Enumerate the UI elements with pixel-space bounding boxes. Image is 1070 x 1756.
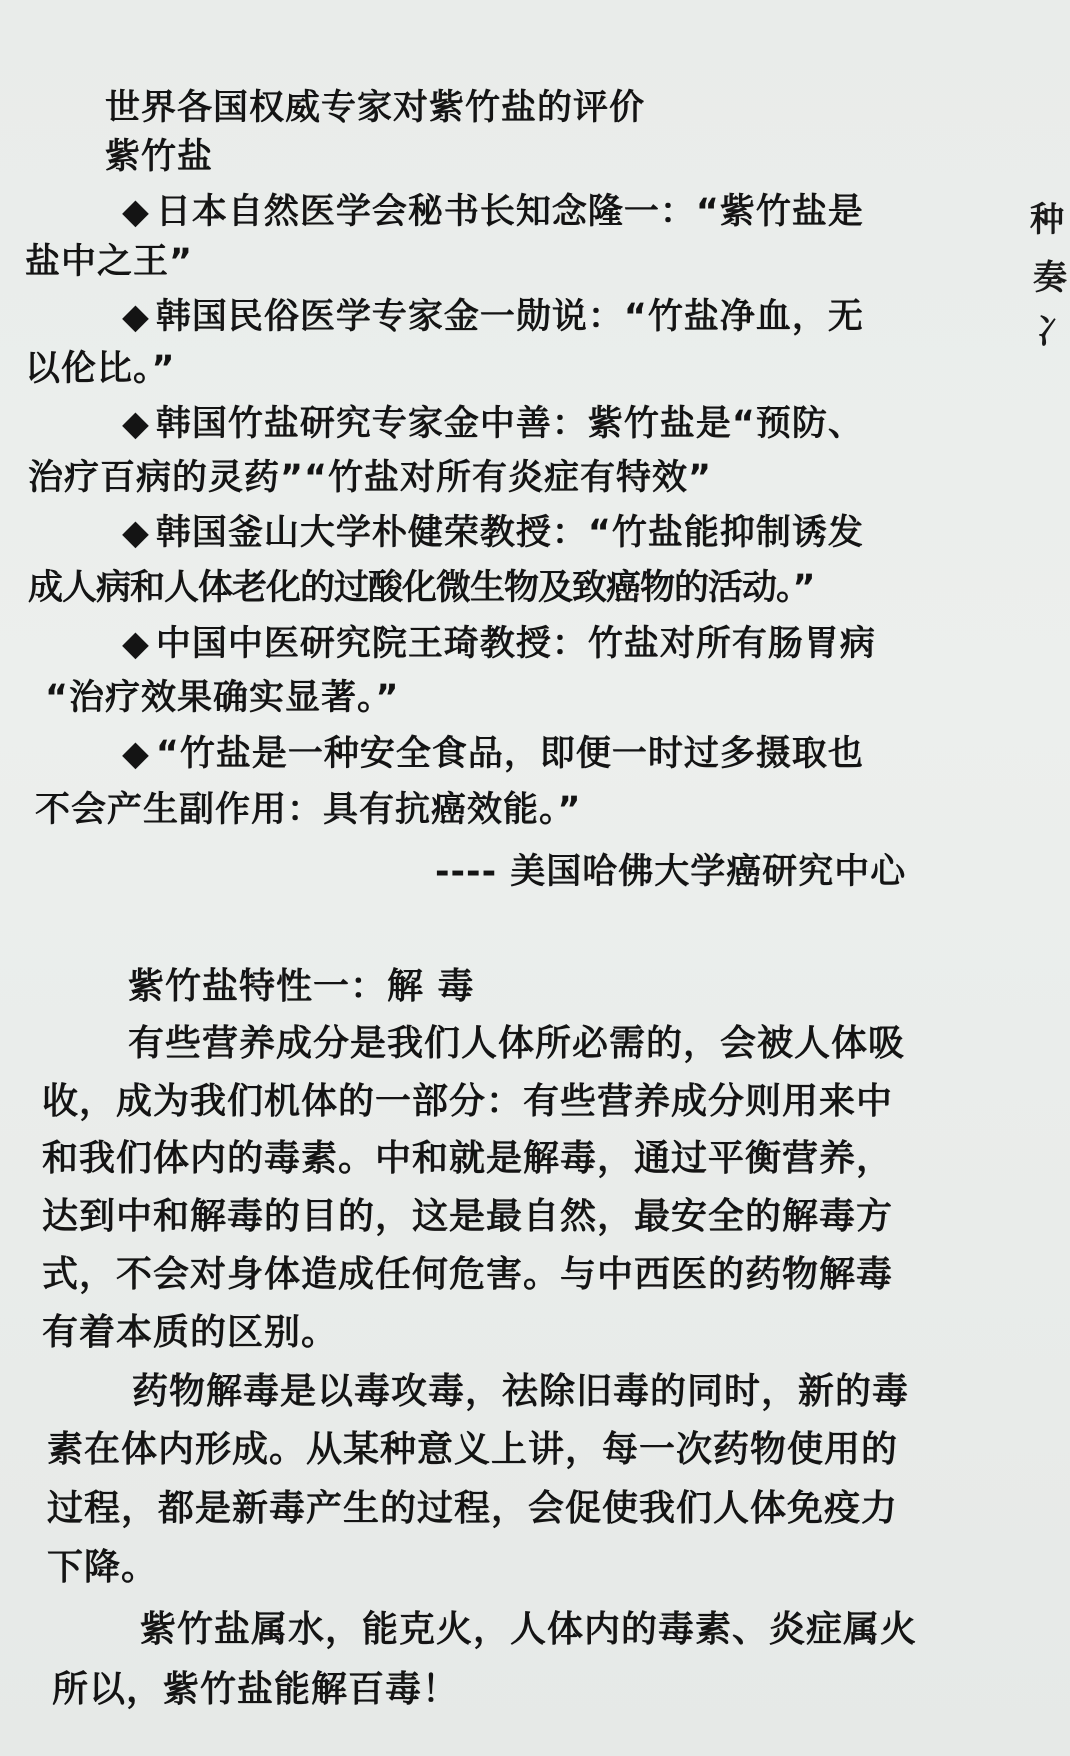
quote-2-text: 韩国民俗医学专家金一勋说：“竹盐净血，无: [155, 297, 864, 337]
paragraph-1-line: 和我们体内的毒素。中和就是解毒，通过平衡营养，: [42, 1138, 894, 1179]
quote-1-line-1: [122, 190, 864, 234]
paragraph-1-line: 达到中和解毒的目的，这是最自然，最安全的解毒方: [42, 1196, 894, 1237]
quote-4-line-1: [122, 511, 864, 555]
quote-6-text: “竹盐是一种安全食品，即便一时过多摄取也: [155, 734, 864, 774]
quote-3-line-1: [122, 402, 864, 446]
quote-1-line-2: 盐中之王”: [25, 242, 194, 282]
diamond-bullet-icon: ◆: [122, 734, 150, 774]
quote-2-line-2: 以伦比。”: [25, 349, 176, 389]
section-title: 紫竹盐特性一：解 毒: [128, 966, 475, 1007]
paragraph-2-line: 下降。: [47, 1547, 159, 1588]
edge-fragment: 奏: [1033, 258, 1067, 298]
diamond-bullet-icon: ◆: [122, 404, 150, 444]
quote-3-line-2: 治疗百病的灵药”“竹盐对所有炎症有特效”: [28, 458, 713, 498]
paragraph-2-line: 药物解毒是以毒攻毒，祛除旧毒的同时，新的毒: [132, 1371, 910, 1412]
quote-4-text: 韩国釜山大学朴健荣教授：“竹盐能抑制诱发: [155, 513, 864, 553]
quote-6-line-2: 不会产生副作用：具有抗癌效能。”: [35, 790, 582, 830]
attribution: ---- 美国哈佛大学癌研究中心: [435, 852, 907, 892]
paragraph-3-line: 所以，紫竹盐能解百毒！: [52, 1669, 460, 1710]
quote-5-line-1: [122, 622, 876, 666]
paragraph-2-line: 过程，都是新毒产生的过程，会促使我们人体免疫力: [47, 1488, 899, 1529]
quote-5-text: 中国中医研究院王琦教授：竹盐对所有肠胃病: [155, 624, 876, 664]
paragraph-3-line: 紫竹盐属水，能克火，人体内的毒素、炎症属火: [140, 1609, 918, 1650]
diamond-bullet-icon: ◆: [122, 513, 150, 553]
quote-2-line-1: [122, 295, 864, 339]
edge-fragment: 冫: [1036, 312, 1070, 352]
diamond-bullet-icon: ◆: [122, 192, 150, 232]
page-heading: 世界各国权威专家对紫竹盐的评价: [105, 88, 646, 128]
paragraph-2-line: 素在体内形成。从某种意义上讲，每一次药物使用的: [47, 1429, 899, 1470]
quote-6-line-1: [122, 732, 864, 776]
paragraph-1-line: 式，不会对身体造成任何危害。与中西医的药物解毒: [42, 1254, 894, 1295]
diamond-bullet-icon: ◆: [122, 624, 150, 664]
edge-fragment: 种: [1030, 200, 1064, 240]
quote-1-text: 日本自然医学会秘书长知念隆一：“紫竹盐是: [155, 192, 864, 232]
paragraph-1-line: 收，成为我们机体的一部分：有些营养成分则用来中: [42, 1081, 894, 1122]
quote-3-text: 韩国竹盐研究专家金中善：紫竹盐是“预防、: [155, 404, 864, 444]
subheading: 紫竹盐: [105, 137, 214, 177]
quote-5-line-2: “治疗效果确实显著。”: [45, 678, 400, 718]
diamond-bullet-icon: ◆: [122, 297, 150, 337]
quote-4-line-2: 成人病和人体老化的过酸化微生物及致癌物的活动。”: [28, 568, 815, 608]
paragraph-1-line: 有些营养成分是我们人体所必需的，会被人体吸: [128, 1023, 906, 1064]
paragraph-1-line: 有着本质的区别。: [42, 1312, 339, 1353]
